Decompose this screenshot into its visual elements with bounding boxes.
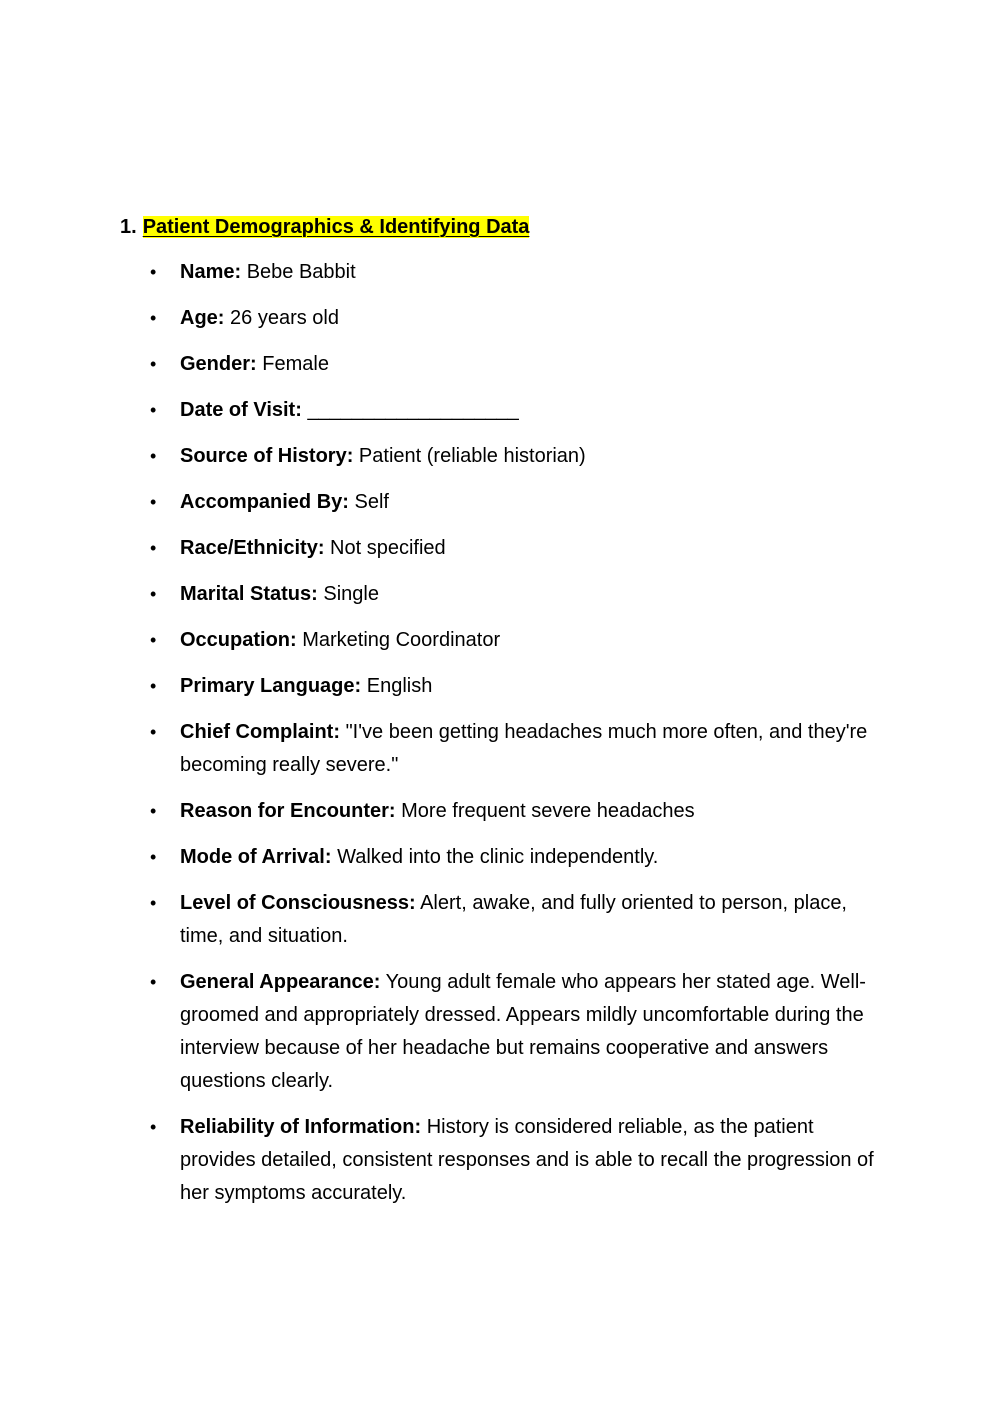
field-value: Bebe Babbit bbox=[246, 261, 356, 283]
list-item bbox=[120, 624, 880, 657]
bullet-icon: • bbox=[150, 262, 157, 282]
field-value: Walked into the clinic independently. bbox=[337, 846, 659, 868]
field-label: Accompanied By: bbox=[180, 491, 349, 513]
field-label: Reason for Encounter: bbox=[180, 800, 396, 822]
bullet-icon: • bbox=[150, 446, 157, 466]
section-number: 1. bbox=[120, 216, 137, 238]
bullet-icon: • bbox=[150, 630, 157, 650]
list-item bbox=[120, 256, 880, 289]
list-item bbox=[120, 578, 880, 611]
field-value: ___________________ bbox=[307, 399, 519, 421]
bullet-icon: • bbox=[150, 801, 157, 821]
field-label: Gender: bbox=[180, 353, 257, 375]
field-value: Patient (reliable historian) bbox=[358, 445, 586, 467]
field-label: Level of Consciousness: bbox=[180, 892, 416, 914]
bullet-icon: • bbox=[150, 893, 157, 913]
list-item bbox=[120, 841, 880, 874]
field-label: Date of Visit: bbox=[180, 399, 302, 421]
bullet-icon: • bbox=[150, 1117, 157, 1137]
field-label: Primary Language: bbox=[180, 675, 362, 697]
field-value: Single bbox=[323, 583, 379, 605]
bullet-icon: • bbox=[150, 308, 157, 328]
field-label: Race/Ethnicity: bbox=[180, 537, 325, 559]
section-heading bbox=[120, 210, 880, 244]
field-value: Marketing Coordinator bbox=[302, 629, 501, 651]
field-value: History is considered reliable, as the patient provides detailed, consistent responses and is able to recall the progression of her symptoms accurately. bbox=[180, 1116, 874, 1204]
list-item bbox=[120, 670, 880, 703]
bullet-icon: • bbox=[150, 722, 157, 742]
bullet-icon: • bbox=[150, 972, 157, 992]
list-item bbox=[120, 440, 880, 473]
list-item bbox=[120, 302, 880, 335]
field-value: Alert, awake, and fully oriented to person, place, time, and situation. bbox=[180, 892, 847, 947]
field-label: Source of History: bbox=[180, 445, 354, 467]
field-label: General Appearance: bbox=[180, 971, 381, 993]
field-value: Self bbox=[354, 491, 389, 513]
bullet-icon: • bbox=[150, 354, 157, 374]
list-item bbox=[120, 348, 880, 381]
field-value: Female bbox=[262, 353, 329, 375]
field-value: More frequent severe headaches bbox=[401, 800, 695, 822]
list-item bbox=[120, 716, 880, 782]
field-label: Reliability of Information: bbox=[180, 1116, 422, 1138]
bullet-icon: • bbox=[150, 492, 157, 512]
list-item bbox=[120, 532, 880, 565]
list-item bbox=[120, 887, 880, 953]
list-item bbox=[120, 966, 880, 1098]
demographics-list bbox=[120, 256, 880, 1210]
bullet-icon: • bbox=[150, 676, 157, 696]
bullet-icon: • bbox=[150, 847, 157, 867]
list-item bbox=[120, 486, 880, 519]
field-value: English bbox=[366, 675, 433, 697]
section-title: Patient Demographics & Identifying Data bbox=[142, 216, 530, 238]
demographics-section bbox=[120, 210, 880, 1223]
field-value: 26 years old bbox=[230, 307, 339, 329]
field-value: Not specified bbox=[330, 537, 446, 559]
field-label: Mode of Arrival: bbox=[180, 846, 332, 868]
bullet-icon: • bbox=[150, 400, 157, 420]
field-label: Occupation: bbox=[180, 629, 297, 651]
field-label: Name: bbox=[180, 261, 242, 283]
list-item bbox=[120, 394, 880, 427]
field-label: Marital Status: bbox=[180, 583, 318, 605]
field-label: Age: bbox=[180, 307, 225, 329]
field-label: Chief Complaint: bbox=[180, 721, 340, 743]
bullet-icon: • bbox=[150, 584, 157, 604]
bullet-icon: • bbox=[150, 538, 157, 558]
field-value: Young adult female who appears her stated age. Well-groomed and appropriately dressed. Appears mildly uncomfortable during the interview because of her headache but remains cooperative and answers questions clearly. bbox=[180, 971, 866, 1092]
field-value: "I've been getting headaches much more often, and they're becoming really severe." bbox=[180, 721, 868, 776]
list-item bbox=[120, 795, 880, 828]
list-item bbox=[120, 1111, 880, 1210]
